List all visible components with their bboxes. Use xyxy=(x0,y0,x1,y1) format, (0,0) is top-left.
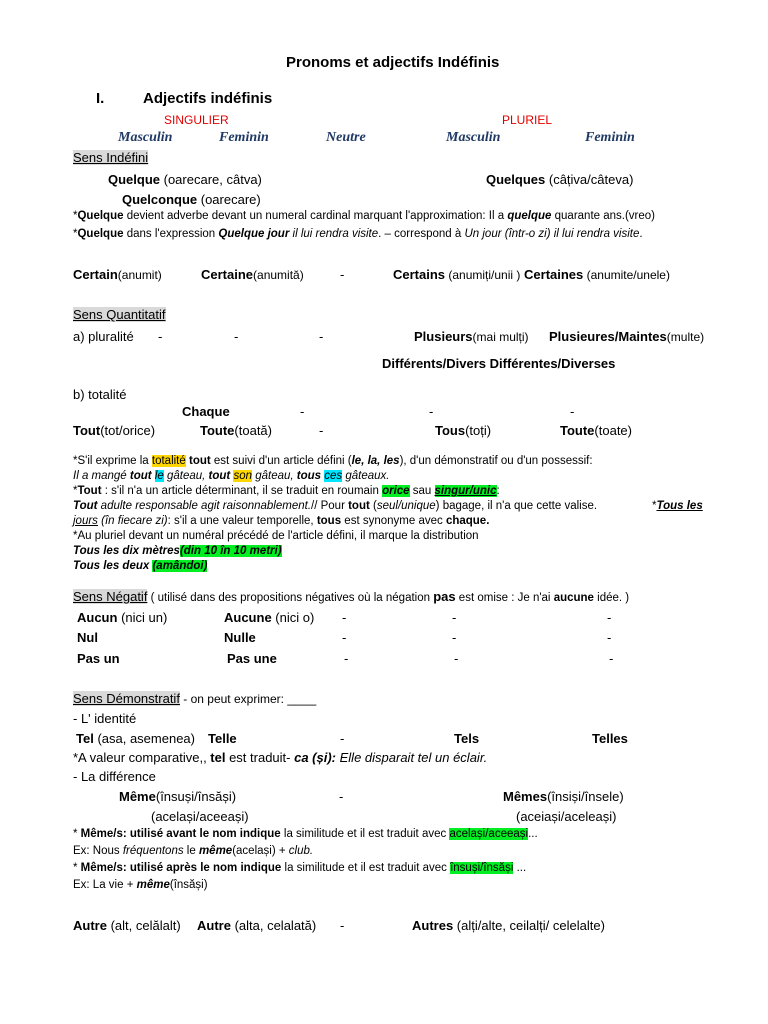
row-memes-2: (aceiași/aceleași) xyxy=(516,809,617,824)
row-toute: Toute(toată) xyxy=(200,423,272,438)
note-tout-6: *Au pluriel devant un numéral précédé de l'article défini, il marque la distribution xyxy=(73,530,479,542)
section-number: I. xyxy=(96,90,105,107)
note-tout-5: jours (în fiecare zi): s'il a une valeur temporelle, tous est synonyme avec chaque. xyxy=(73,515,490,527)
note-quelque-2: *Quelque dans l'expression Quelque jour il lui rendra visite. – correspond à Un jour (într-o zi) il lui rendra visite. xyxy=(73,228,643,240)
row-memes: Mêmes(însiși/însele) xyxy=(503,789,624,804)
note-tout-7: Tous les dix mètres(din 10 în 10 metri) xyxy=(73,545,282,557)
dash: - xyxy=(158,329,163,344)
dash: - xyxy=(452,630,457,645)
note-meme-2: * Même/s: utilisé après le nom indique la similitude et il est traduit avec însuși/însăși ... xyxy=(73,862,527,874)
row-chaque: Chaque xyxy=(182,404,230,419)
row-tous: Tous(toți) xyxy=(435,423,492,438)
header-masculin-pl: Masculin xyxy=(446,130,501,145)
row-plusieurs: Plusieurs(mai mulți) xyxy=(414,329,529,344)
note-tout-2: Il a mangé tout le gâteau, tout son gâteau, tous ces gâteaux. xyxy=(73,470,390,482)
row-tels: Tels xyxy=(454,731,480,746)
row-aucune: Aucune (nici o) xyxy=(224,610,315,625)
dash: - xyxy=(607,610,612,625)
header-masculin-sg: Masculin xyxy=(118,130,173,145)
row-telle: Telle xyxy=(208,731,237,746)
row-plusieures: Plusieures/Maintes(multe) xyxy=(549,329,705,344)
dash: - xyxy=(340,918,345,933)
note-tout-4: Tout adulte responsable agit raisonnablement.// Pour tout (seul/unique) bagage, il n'a que cette valise. xyxy=(73,500,598,512)
row-meme-2: (același/aceeași) xyxy=(151,809,249,824)
row-meme: Même(însuși/însăși) xyxy=(119,789,237,804)
row-nulle: Nulle xyxy=(224,630,256,645)
dash: - xyxy=(607,630,612,645)
row-aucun: Aucun (nici un) xyxy=(77,610,168,625)
row-nul: Nul xyxy=(77,630,98,645)
dash: - xyxy=(429,404,434,419)
header-singulier: SINGULIER xyxy=(164,113,229,127)
dash: - xyxy=(319,423,324,438)
row-certains: Certains (anumiți/unii ) Certaines (anumite/unele) xyxy=(393,267,670,282)
dash: - xyxy=(452,610,457,625)
header-neutre: Neutre xyxy=(326,130,366,145)
row-quelques: Quelques (câțiva/câteva) xyxy=(486,172,634,187)
note-tout-1: *S'il exprime la totalité tout est suivi d'un article défini (le, la, les), d'un démonstratif ou d'un possessif: xyxy=(73,455,593,467)
dash: - xyxy=(300,404,305,419)
row-autre: Autre (alt, celălalt) xyxy=(73,918,181,933)
row-certaine: Certaine(anumită) xyxy=(201,267,304,282)
label-difference: - La différence xyxy=(73,769,156,784)
dash: - xyxy=(319,329,324,344)
note-tel: *A valeur comparative,, tel est traduit- ca (și): Elle disparait tel un éclair. xyxy=(73,750,488,765)
row-autre-2: Autre (alta, celalată) xyxy=(197,918,317,933)
row-differents: Différents/Divers Différentes/Diverses xyxy=(382,356,616,371)
dash: - xyxy=(340,731,345,746)
header-pluriel: PLURIEL xyxy=(502,113,553,127)
row-telles: Telles xyxy=(592,731,628,746)
dash: - xyxy=(342,610,347,625)
note-meme-1: * Même/s: utilisé avant le nom indique la similitude et il est traduit avec același/aceeași... xyxy=(73,828,538,840)
dash: - xyxy=(454,651,459,666)
row-pas-une: Pas une xyxy=(227,651,277,666)
note-quelque-1: *Quelque devient adverbe devant un numeral cardinal marquant l'approximation: Il a quelque quarante ans.(vreo) xyxy=(73,210,655,222)
note-tous-les: *Tous les xyxy=(652,500,703,512)
example-meme-1: Ex: Nous fréquentons le même(același) + club. xyxy=(73,845,314,857)
row-pas-un: Pas un xyxy=(77,651,120,666)
note-tout-8: Tous les deux (amândoi) xyxy=(73,560,208,572)
row-autres: Autres (alți/alte, ceilalți/ celelalte) xyxy=(412,918,605,933)
row-toutes: Toute(toate) xyxy=(560,423,632,438)
dash: - xyxy=(344,651,349,666)
section-label-quantitatif: Sens Quantitatif xyxy=(73,307,166,322)
header-feminin-pl: Feminin xyxy=(585,130,635,145)
section-label-indefini: Sens Indéfini xyxy=(73,150,149,165)
dash: - xyxy=(340,267,345,282)
dash: - xyxy=(234,329,239,344)
section-demonstratif: Sens Démonstratif - on peut exprimer: ____ xyxy=(73,691,317,706)
section-negatif: Sens Négatif ( utilisé dans des propositions négatives où la négation pas est omise : Je n'ai aucune idée. ) xyxy=(73,589,630,604)
dash: - xyxy=(339,789,344,804)
label-identite: - L' identité xyxy=(73,711,137,726)
label-pluralite: a) pluralité xyxy=(73,329,134,344)
dash: - xyxy=(342,630,347,645)
row-quelconque: Quelconque (oarecare) xyxy=(122,192,261,207)
dash: - xyxy=(570,404,575,419)
row-quelque: Quelque (oarecare, câtva) xyxy=(108,172,262,187)
note-tout-3: *Tout : s'il n'a un article déterminant, il se traduit en roumain orice sau singur/unic: xyxy=(73,485,500,497)
page-title: Pronoms et adjectifs Indéfinis xyxy=(286,54,500,71)
example-meme-2: Ex: La vie + même(însăși) xyxy=(73,879,208,891)
section-title: Adjectifs indéfinis xyxy=(143,90,273,107)
row-tout: Tout(tot/orice) xyxy=(73,423,156,438)
row-tel: Tel (asa, asemenea) xyxy=(76,731,195,746)
header-feminin-sg: Feminin xyxy=(219,130,269,145)
label-totalite: b) totalité xyxy=(73,387,127,402)
dash: - xyxy=(609,651,614,666)
row-certain: Certain(anumit) xyxy=(73,267,162,282)
